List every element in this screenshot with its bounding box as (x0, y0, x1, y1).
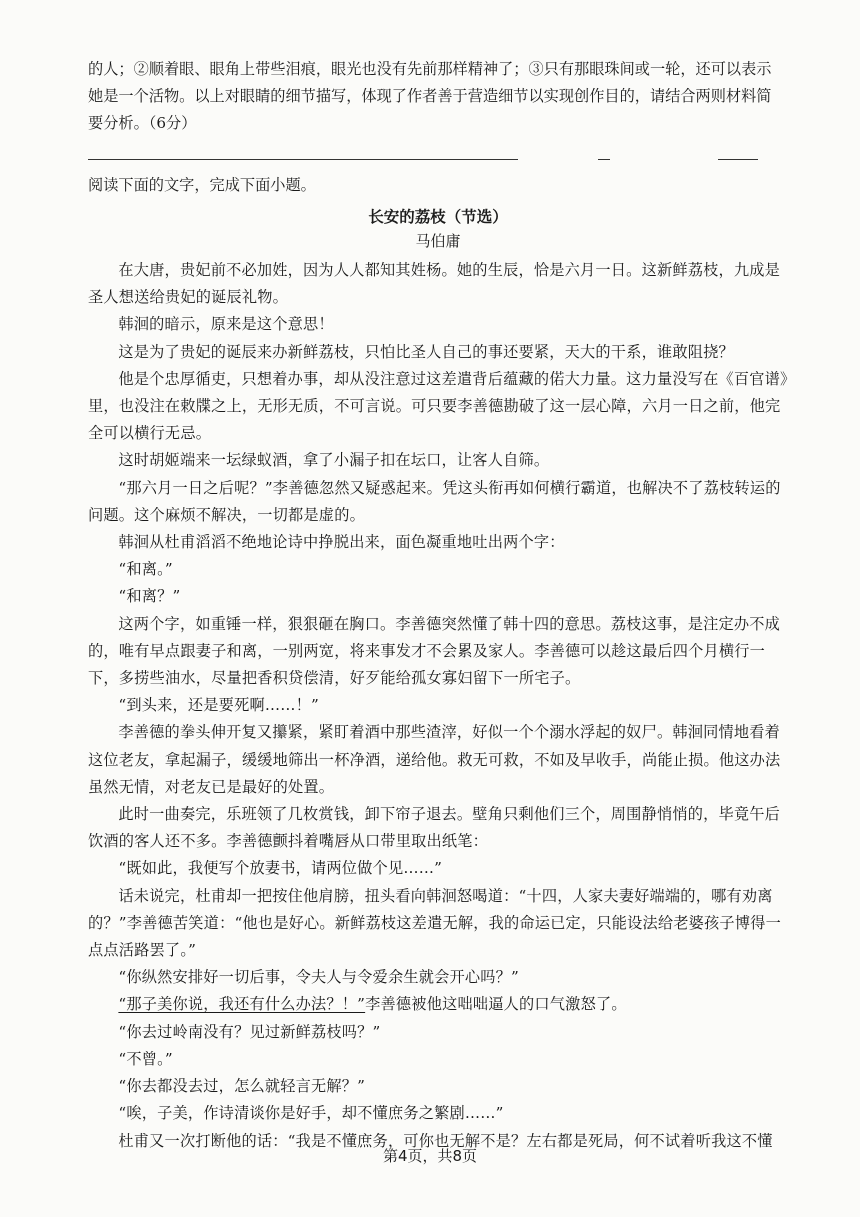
question-line: 要分析。（6分） (88, 114, 197, 132)
paragraph: 韩洄的暗示，原来是这个意思！ (118, 315, 334, 334)
paragraph: 这两个字，如重锤一样，狠狠砸在胸口。李善德突然懂了韩十四的意思。荔枝这事，是注定办不成的，唯有早点跟妻子和离，一别两宽，将来事发才不会累及家人。李善德可以趁这最后四个月横行一下，多捞些油水，尽量把香积贷偿清，好歹能给孤女寡妇留下一所宅子。 (88, 614, 781, 688)
question-line: 她是一个活物。以上对眼睛的细节描写，体现了作者善于营造细节以实现创作目的，请结合两则材料简 (88, 87, 772, 105)
paragraph: “既如此，我便写个放妻书，请两位做个见……” (118, 859, 443, 878)
paragraph: 这是为了贵妃的诞辰来办新鲜荔枝，只怕比圣人自己的事还要紧，天大的干系，谁敢阻挠？ (118, 342, 734, 361)
rule-segment (88, 159, 518, 160)
underlined-paragraph (88, 991, 788, 1018)
paragraph: 这时胡姬端来一坛绿蚁酒，拿了小漏子扣在坛口，让客人自筛。 (118, 451, 550, 470)
rule-segment (718, 159, 758, 160)
page-number: 第4页，共8页 (382, 1147, 478, 1165)
paragraph: 韩洄从杜甫滔滔不绝地论诗中挣脱出来，面色凝重地吐出两个字： (118, 533, 565, 552)
paragraph: 他是个忠厚循吏，只想着办事，却从没注意过这差遣背后蕴藏的偌大力量。这力量没写在《百官谱》里，也没注在敕牒之上，无形无质，不可言说。可只要李善德勘破了这一层心障，六月一日之前，他完全可以横行无忌。 (88, 369, 788, 443)
paragraph-tail: 李善德被他这咄咄逼人的口气激怒了。 (365, 995, 627, 1014)
question-line: 的人；②顺着眼、眼角上带些泪痕，眼光也没有先前那样精神了；③只有那眼珠间或一轮，还可以表示 (88, 60, 772, 78)
reading-instruction: 阅读下面的文字，完成下面小题。 (88, 176, 316, 194)
paragraph: “那六月一日之后呢？”李善德忽然又疑惑起来。凭这头衔再如何横行霸道，也解决不了荔枝转运的问题。这个麻烦不解决，一切都是虚的。 (88, 478, 781, 524)
question-block (88, 56, 788, 137)
paragraph: “唉，子美，作诗清谈你是好手，却不懂庶务之繁剧……” (118, 1104, 504, 1123)
underlined-sentence: “那子美你说，我还有什么办法？！” (118, 995, 366, 1014)
paragraph: 杜甫又一次打断他的话：“我是不懂庶务，可你也无解不是？左右都是死局，何不试着听我这不懂 (118, 1131, 773, 1150)
paragraph: “不曾。” (118, 1049, 173, 1068)
separator-rule (88, 151, 788, 173)
paragraph: “和离。” (118, 560, 173, 579)
page-content (88, 56, 788, 1155)
article-author: 马伯庸 (415, 232, 461, 250)
paragraph: “到头来，还是要死啊……！” (118, 696, 319, 715)
paragraph: 在大唐，贵妃前不必加姓，因为人人都知其姓杨。她的生辰，恰是六月一日。这新鲜荔枝，九成是圣人想送给贵妃的诞辰礼物。 (88, 261, 781, 307)
paragraph: 李善德的拳头伸开复又攥紧，紧盯着酒中那些渣滓，好似一个个溺水浮起的奴尸。韩洄同情地看着这位老友，拿起漏子，缓缓地筛出一杯净酒，递给他。救无可救，不如及早收手，尚能止损。他这办法虽然无情，对老友已是最好的处置。 (88, 723, 781, 796)
paragraph: “和离？” (118, 587, 181, 606)
rule-segment (598, 159, 610, 160)
paragraph: “你去都没去过，怎么就轻言无解？” (118, 1077, 366, 1096)
article-title: 长安的荔枝（节选） (368, 207, 508, 226)
paragraph: 此时一曲奏完，乐班领了几枚赏钱，卸下帘子退去。壁角只剩他们三个，周围静悄悄的，毕竟午后饮酒的客人还不多。李善德颤抖着嘴唇从口带里取出纸笔： (88, 805, 781, 851)
paragraph: “你纵然安排好一切后事，令夫人与令爱余生就会开心吗？” (118, 968, 520, 987)
article-body (88, 257, 788, 1155)
paragraph: “你去过岭南没有？见过新鲜荔枝吗？” (118, 1022, 381, 1041)
paragraph: 话未说完，杜甫却一把按住他肩膀，扭头看向韩洄怒喝道：“十四，人家夫妻好端端的，哪有劝离的？”李善德苦笑道：“他也是好心。新鲜荔枝这差遣无解，我的命运已定，只能设法给老婆孩子博得一点点活路罢了。” (88, 886, 781, 960)
